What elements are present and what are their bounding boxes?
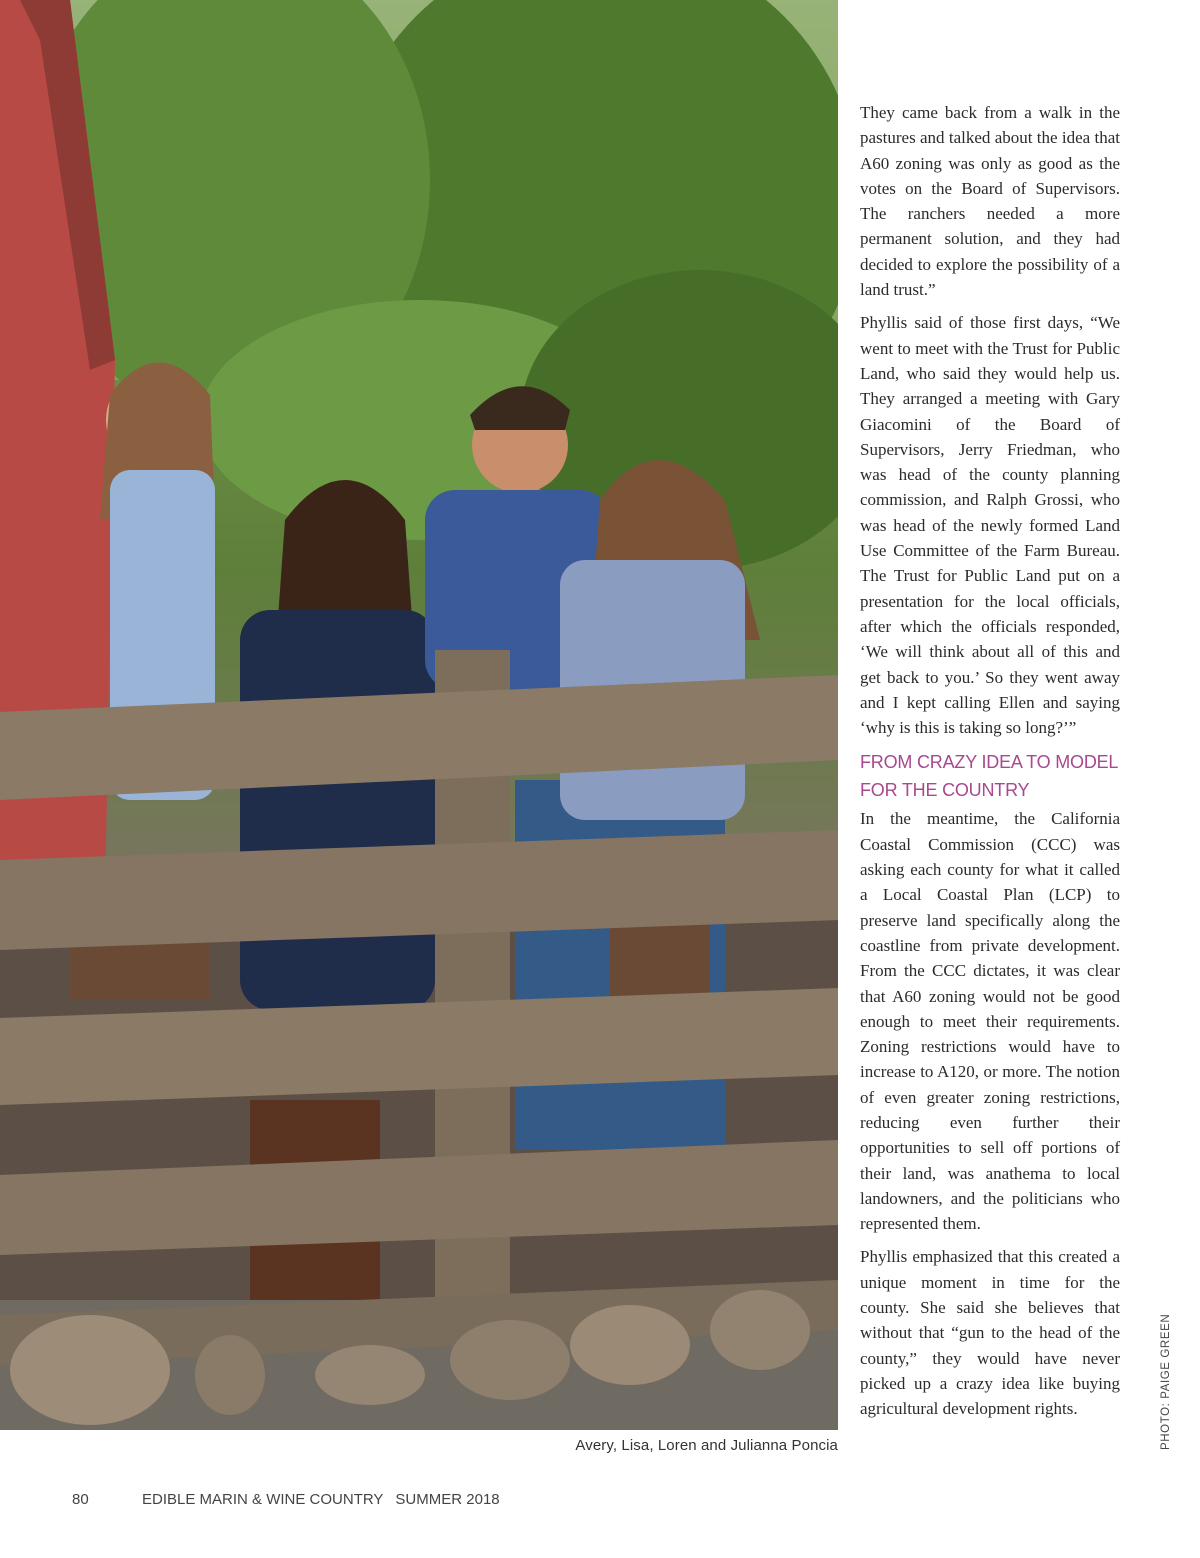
publication-name: EDIBLE MARIN & WINE COUNTRY [142, 1491, 384, 1508]
paragraph: They came back from a walk in the pastures and talked about the idea that A60 zoning was only as good as the votes on the Board of Supervisors. The ranchers needed a more permanent solution, and they had decided to explore the possibility of a land trust.” [860, 103, 1120, 300]
photo-credit: PHOTO: PAIGE GREEN [1160, 1313, 1172, 1450]
paragraph: Phyllis emphasized that this created a unique moment in time for the county. She said she believes that without that “gun to the head of the county,” they would have never picked up a crazy idea like buying agricultural development rights. [860, 1247, 1120, 1419]
page-number: 80 [72, 1491, 89, 1508]
photo-caption: Avery, Lisa, Loren and Julianna Poncia [575, 1437, 838, 1454]
paragraph: In the meantime, the California Coastal Commission (CCC) was asking each county for what it called a Local Coastal Plan (LCP) to preserve land specifically along the coastline from private development. From the CCC dictates, it was clear that A60 zoning would not be good enough to meet their requirements. Zoning restrictions would have to increase to A120, or more. The notion of even greater zoning restrictions, reducing even further their opportunities to sell off portions of their land, was anathema to local landowners, and the politicians who represented them. [860, 809, 1120, 1234]
paragraph: Phyllis said of those first days, “We went to meet with the Trust for Public Land, who said they would help us. They arranged a meeting with Gary Giacomini of the Board of Supervisors, Jerry Friedman, who was head of the county planning commission, and Ralph Grossi, who was head of the newly formed Land Use Committee of the Farm Bureau. The Trust for Public Land put on a presentation for the local officials, after which the officials responded, ‘We will think about all of this and get back to you.’ So they went away and I kept calling Ellen and saying ‘why is this is taking so long?’” [860, 313, 1120, 738]
section-subheading: FROM CRAZY IDEA TO MODEL FOR THE COUNTRY [860, 752, 1118, 801]
article-column [860, 100, 1120, 1430]
issue-label: SUMMER 2018 [395, 1491, 500, 1508]
page-footer [72, 1491, 500, 1508]
